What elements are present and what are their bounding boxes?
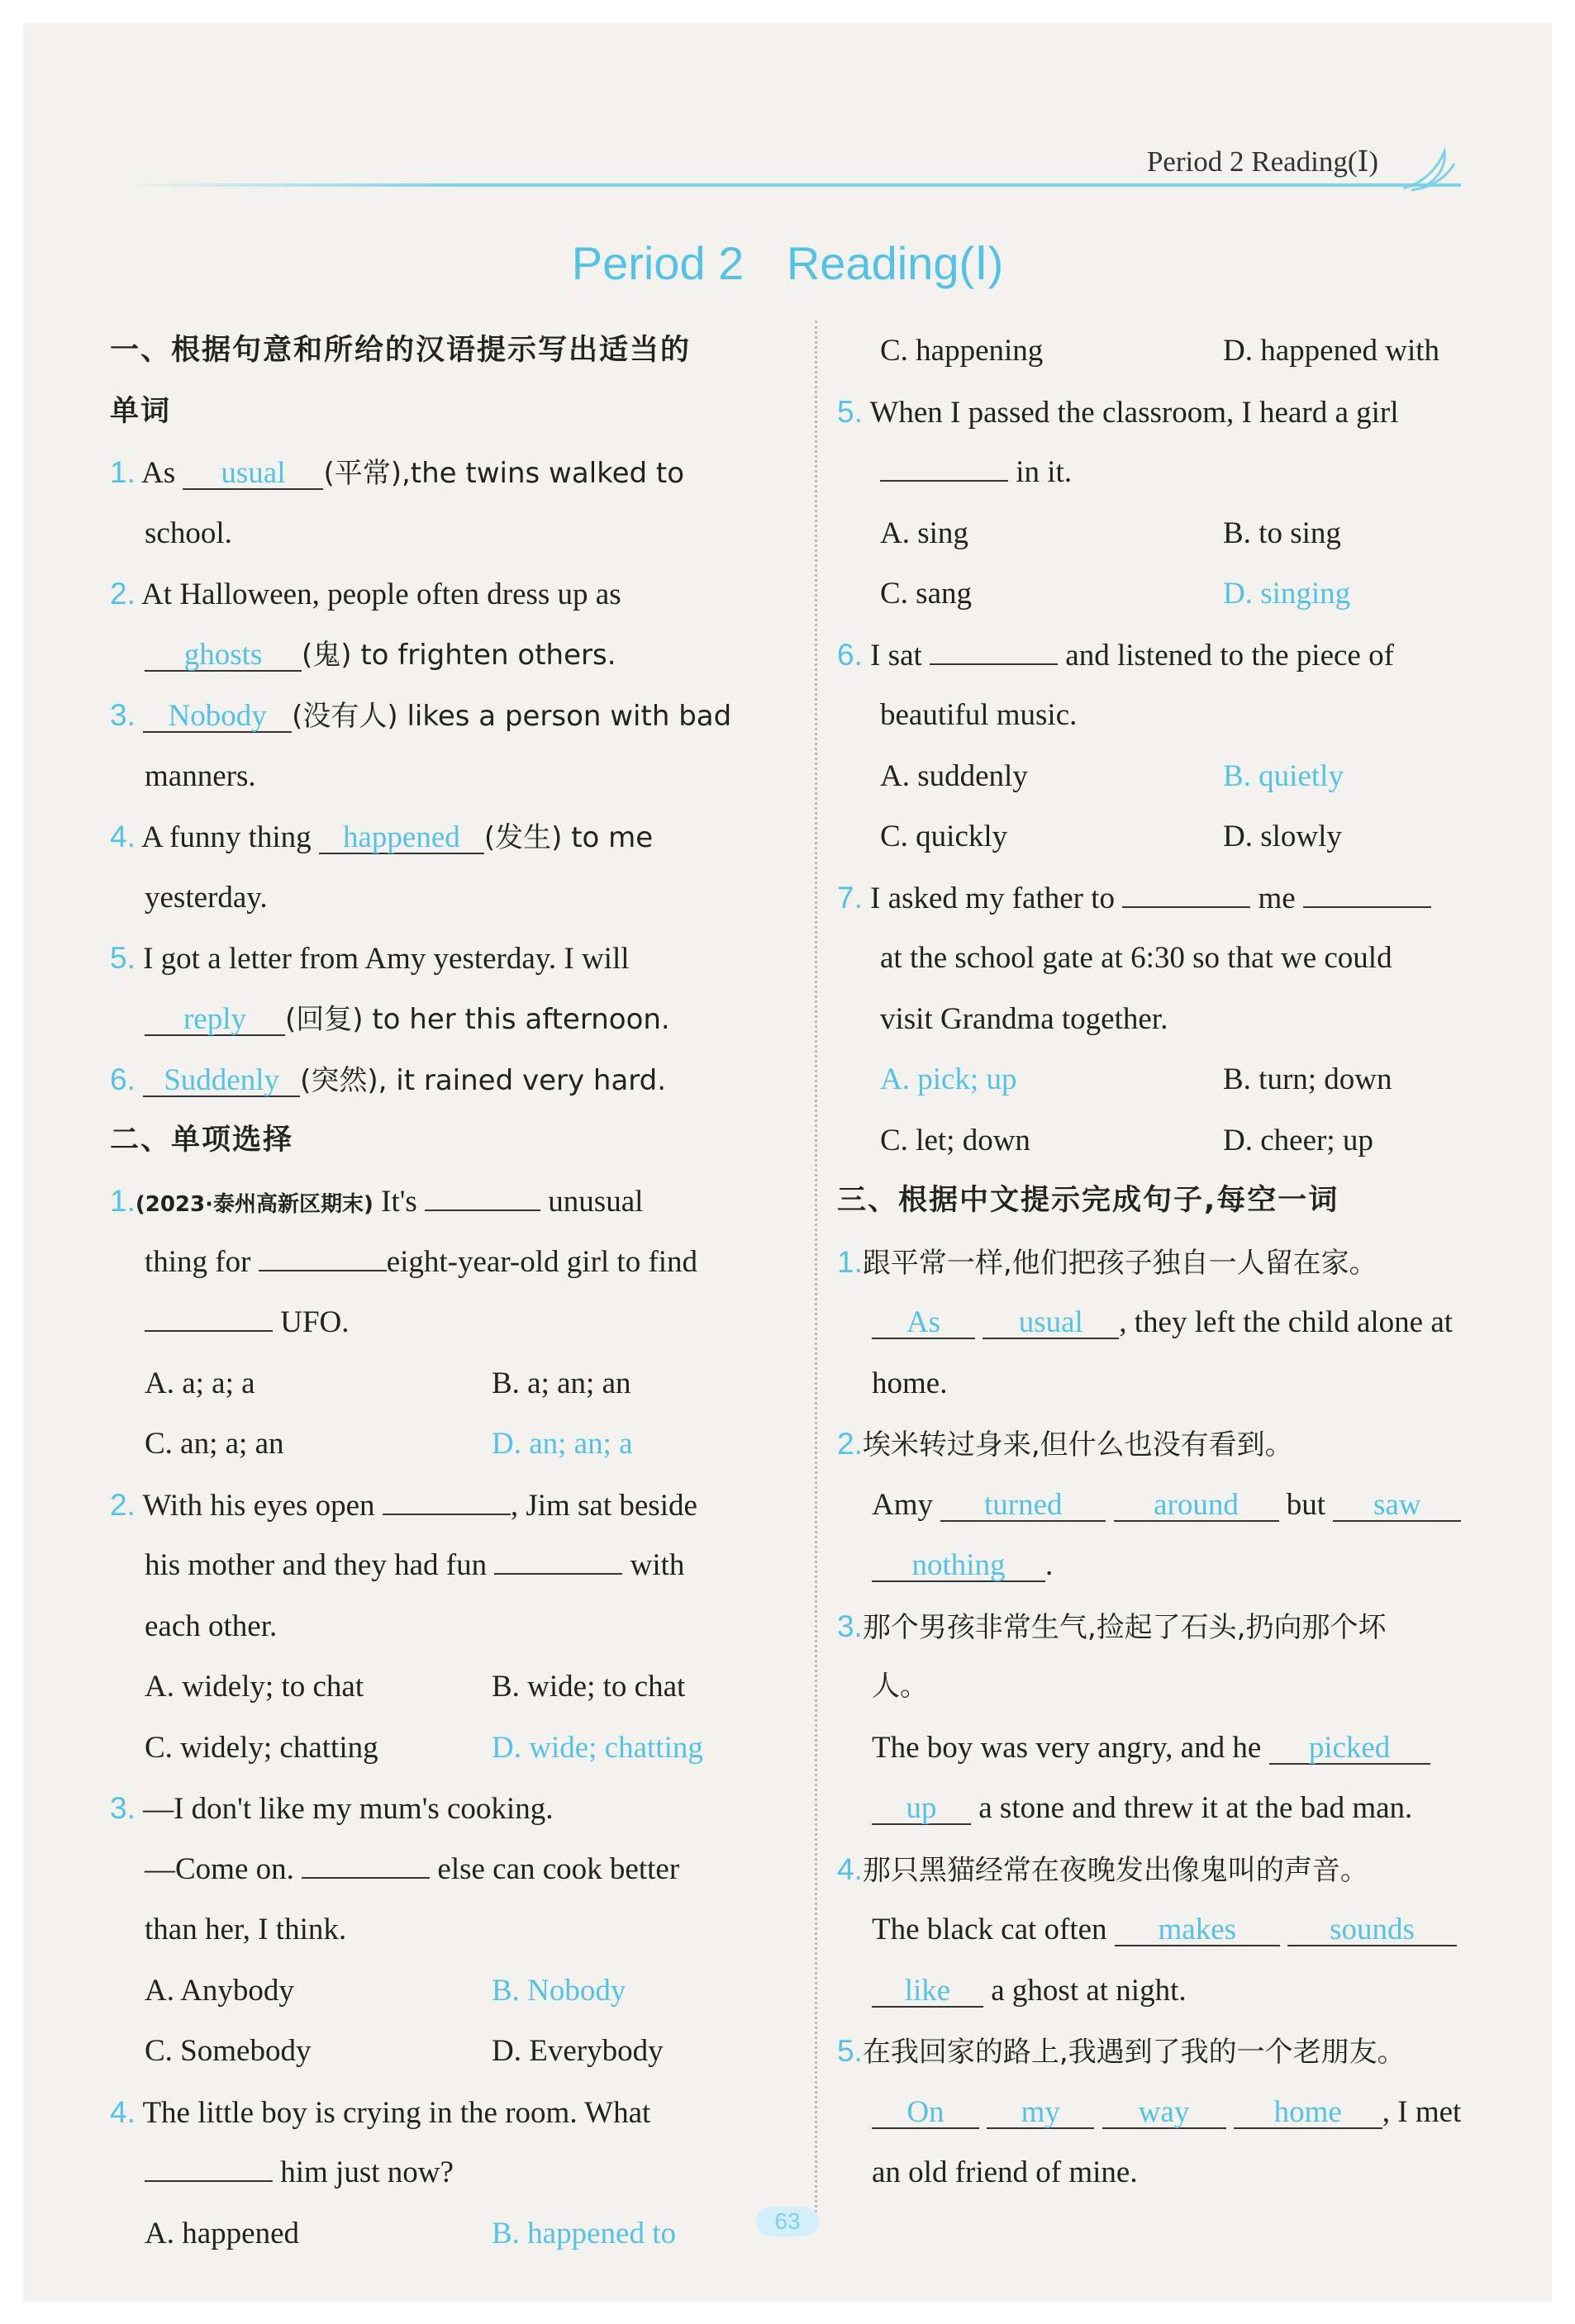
item-text: With his eyes open: [142, 1488, 375, 1523]
option-a-correct[interactable]: A. pick; up: [880, 1062, 1017, 1096]
answer-blank: picked: [1269, 1733, 1430, 1765]
running-header: Period 2 Reading(Ⅰ): [1146, 145, 1378, 178]
item-number: 1.: [110, 455, 136, 489]
s2-q1-options-ab: [110, 1353, 797, 1414]
answer-blank: sounds: [1287, 1915, 1457, 1946]
answer-blank: ghosts: [145, 640, 302, 672]
item-text: (没有人) likes a person with bad: [292, 700, 732, 733]
option-d-correct[interactable]: D. an; an; a: [492, 1427, 633, 1461]
item-text: him just now?: [280, 2155, 454, 2189]
item-text: It's: [381, 1185, 417, 1219]
option-b-correct[interactable]: B. Nobody: [492, 1973, 626, 2008]
option-c[interactable]: C. Somebody: [145, 2034, 312, 2068]
item-number: 5.: [837, 394, 863, 429]
item-text: I sat: [870, 638, 922, 672]
item-text: I got a letter from Amy yesterday. I will: [143, 942, 630, 976]
item-text-cont: manners.: [145, 758, 256, 793]
answer-blank: nothing: [872, 1551, 1045, 1582]
item-text-cont: beautiful music.: [880, 698, 1078, 732]
s2-q6: [837, 625, 1523, 686]
item-text: in it.: [1016, 455, 1073, 489]
option-c[interactable]: C. let; down: [880, 1123, 1030, 1157]
answer-blank: [1303, 906, 1431, 908]
s2-q2-options-ab: [110, 1656, 797, 1718]
s3-item-1: [837, 1232, 1523, 1293]
item-text-cont: than her, I think.: [145, 1913, 347, 1946]
s2-q7-options-ab: [837, 1049, 1523, 1110]
answer-blank: [145, 2180, 273, 2182]
item-text: a stone and threw it at the bad man.: [978, 1791, 1413, 1825]
answer-blank: Suddenly: [143, 1066, 300, 1097]
s2-q2: [110, 1475, 797, 1536]
answer-blank: [494, 1573, 622, 1575]
s2-q4: [110, 2082, 797, 2143]
source-tag: (2023·泰州高新区期末): [135, 1192, 374, 1217]
option-a[interactable]: A. suddenly: [880, 758, 1028, 793]
answer-blank: usual: [183, 459, 323, 490]
option-d[interactable]: D. slowly: [1223, 820, 1342, 853]
section1-heading-cont: 单词: [110, 394, 172, 428]
option-d[interactable]: D. happened with: [1223, 334, 1440, 368]
answer-blank: my: [987, 2098, 1094, 2129]
item-number: 4.: [110, 2094, 136, 2129]
item-text-cont: visit Grandma together.: [880, 1001, 1168, 1036]
s2-q2-cont: [110, 1535, 797, 1596]
option-d[interactable]: D. Everybody: [492, 2034, 664, 2068]
item-number: 4.: [837, 1851, 863, 1886]
item-number: 3.: [837, 1609, 863, 1643]
option-b[interactable]: B. wide; to chat: [492, 1670, 686, 1704]
option-c[interactable]: C. happening: [880, 334, 1044, 368]
s1-item-3: [110, 685, 797, 746]
answer-blank: happened: [319, 823, 484, 854]
s3-item-4-en: [837, 1899, 1523, 1960]
answer-blank: usual: [983, 1308, 1119, 1339]
chinese-prompt-cont: 人。: [872, 1670, 928, 1703]
item-text: me: [1258, 881, 1296, 915]
s3-item-5-en: [837, 2082, 1523, 2143]
answer-blank: Nobody: [143, 701, 292, 733]
item-number: 7.: [837, 880, 863, 915]
item-text: (回复) to her this afternoon.: [285, 1002, 670, 1036]
item-number: 5.: [837, 2034, 863, 2068]
answer-blank: up: [872, 1794, 971, 1825]
answer-blank: around: [1114, 1490, 1279, 1522]
item-text-cont: home.: [872, 1366, 948, 1400]
option-a[interactable]: A. Anybody: [145, 1973, 294, 2008]
s2-q5-cont: [837, 442, 1523, 503]
s1-item-6: [110, 1049, 797, 1110]
item-number: 6.: [110, 1062, 136, 1096]
s2-q3-options-ab: [110, 1960, 797, 2022]
answer-blank: [383, 1514, 511, 1515]
s1-item-4: [110, 806, 797, 867]
s3-item-4-en-cont: [837, 1960, 1523, 2022]
item-text: .: [1045, 1548, 1054, 1582]
option-c[interactable]: C. quickly: [880, 820, 1008, 853]
right-column: [837, 321, 1523, 2203]
option-b-correct[interactable]: B. quietly: [1223, 758, 1344, 793]
page-title: [23, 236, 1552, 291]
s2-q1-cont2: [110, 1292, 797, 1353]
page-number: 63: [756, 2207, 819, 2236]
chinese-prompt: 那只黑猫经常在夜晚发出像鬼叫的声音。: [862, 1853, 1368, 1887]
option-a[interactable]: A. happened: [145, 2216, 299, 2250]
left-column: [110, 321, 797, 2264]
item-text: I asked my father to: [870, 881, 1116, 915]
s2-q5-options-ab: [837, 503, 1523, 564]
item-number: 2.: [110, 577, 136, 611]
option-c[interactable]: C. an; a; an: [145, 1427, 284, 1461]
s1-item-5-cont: [110, 989, 797, 1050]
item-text: —I don't like my mum's cooking.: [143, 1792, 554, 1826]
s2-q3-options-cd: [110, 2021, 797, 2082]
option-d[interactable]: D. cheer; up: [1223, 1123, 1373, 1157]
s2-q2-options-cd: [110, 1718, 797, 1779]
item-text: —Come on.: [145, 1851, 294, 1886]
option-b[interactable]: B. a; an; an: [492, 1366, 631, 1400]
item-text: Amy: [872, 1487, 933, 1522]
item-text: At Halloween, people often dress up as: [141, 577, 621, 611]
s3-item-3-en: [837, 1718, 1523, 1779]
section3-heading: 三、根据中文提示完成句子,每空一词: [837, 1184, 1339, 1217]
option-d-correct[interactable]: D. singing: [1223, 577, 1351, 611]
item-number: 1.: [110, 1184, 136, 1218]
answer-blank: [425, 1210, 540, 1211]
s3-item-4: [837, 1839, 1523, 1900]
s1-item-2-cont: [110, 625, 797, 686]
s2-q5: [837, 382, 1523, 443]
item-text-cont: at the school gate at 6:30 so that we could: [880, 941, 1392, 975]
item-text-cont: each other.: [145, 1609, 278, 1643]
answer-blank: [930, 663, 1058, 665]
item-text: , they left the child alone at: [1119, 1305, 1454, 1339]
answer-blank: [302, 1877, 430, 1879]
option-b-correct[interactable]: B. happened to: [492, 2216, 676, 2250]
s3-item-3-en-cont: [837, 1778, 1523, 1839]
item-text: else can cook better: [437, 1851, 680, 1886]
item-text: UFO.: [280, 1305, 350, 1339]
header-rule: [122, 183, 1461, 187]
item-text: a ghost at night.: [991, 1973, 1187, 2008]
chinese-prompt: 那个男孩非常生气,捡起了石头,扔向那个坏: [862, 1610, 1387, 1644]
item-text: eight-year-old girl to find: [386, 1244, 698, 1279]
answer-blank: reply: [145, 1005, 285, 1036]
s3-item-2: [837, 1414, 1523, 1475]
answer-blank: home: [1234, 2098, 1382, 2129]
section2-heading: 二、单项选择: [110, 1123, 294, 1157]
item-number: 1.: [837, 1244, 863, 1279]
s2-q6-options-ab: [837, 746, 1523, 807]
s2-q4-options-ab: [110, 2203, 797, 2265]
item-text-cont: yesterday.: [145, 880, 268, 915]
item-number: 5.: [110, 941, 136, 975]
s3-item-3: [837, 1596, 1523, 1657]
title-reading: Reading(Ⅰ): [786, 237, 1004, 289]
s3-item-1-en: [837, 1292, 1523, 1353]
s1-item-2: [110, 563, 797, 625]
s2-q6-options-cd: [837, 806, 1523, 867]
s2-q1: [110, 1171, 797, 1232]
s3-item-2-en-cont: [837, 1535, 1523, 1596]
s2-q1-options-cd: [110, 1414, 797, 1475]
item-text: unusual: [548, 1185, 644, 1219]
answer-blank: On: [872, 2098, 979, 2129]
column-divider: [815, 321, 817, 2212]
option-a[interactable]: A. sing: [880, 516, 968, 550]
item-text-cont: school.: [145, 516, 232, 550]
item-number: 2.: [837, 1427, 863, 1461]
s2-q4-options-cd: [837, 321, 1523, 382]
title-period: Period 2: [571, 237, 745, 289]
item-text: his mother and they had fun: [145, 1548, 488, 1582]
page: [23, 23, 1552, 2302]
answer-blank: like: [872, 1976, 983, 2008]
option-a[interactable]: A. a; a; a: [145, 1366, 255, 1400]
option-a[interactable]: A. widely; to chat: [145, 1670, 364, 1704]
item-text: (突然), it rained very hard.: [300, 1064, 667, 1097]
option-c[interactable]: C. widely; chatting: [145, 1730, 378, 1765]
item-text: The little boy is crying in the room. What: [142, 2095, 651, 2130]
item-number: 3.: [110, 698, 136, 732]
item-number: 3.: [110, 1791, 136, 1825]
s1-item-1: [110, 442, 797, 503]
item-number: 6.: [837, 637, 863, 672]
chinese-prompt: 埃米转过身来,但什么也没有看到。: [862, 1428, 1293, 1461]
item-text: , I met: [1382, 2094, 1462, 2129]
section1-heading: 一、根据句意和所给的汉语提示写出适当的: [110, 334, 692, 367]
s2-q1-cont: [110, 1232, 797, 1293]
item-text: but: [1286, 1487, 1326, 1522]
answer-blank: turned: [940, 1490, 1106, 1522]
s3-item-2-en: [837, 1475, 1523, 1536]
item-text: with: [630, 1548, 685, 1582]
s3-item-5: [837, 2021, 1523, 2082]
chinese-prompt: 跟平常一样,他们把孩子独自一人留在家。: [862, 1246, 1378, 1280]
answer-blank: [880, 480, 1008, 482]
answer-blank: [1122, 906, 1250, 908]
item-text: thing for: [145, 1244, 251, 1279]
item-text: The boy was very angry, and he: [872, 1730, 1262, 1765]
swirl-ornament-icon: [1395, 139, 1461, 197]
chinese-prompt: 在我回家的路上,我遇到了我的一个老朋友。: [862, 2036, 1406, 2069]
option-d-correct[interactable]: D. wide; chatting: [492, 1730, 703, 1765]
item-text-cont: an old friend of mine.: [872, 2155, 1138, 2189]
s2-q7-options-cd: [837, 1110, 1523, 1172]
item-text: (鬼) to frighten others.: [302, 638, 616, 672]
item-text: When I passed the classroom, I heard a girl: [869, 395, 1399, 430]
item-text: , Jim sat beside: [510, 1488, 697, 1523]
item-text: and listened to the piece of: [1065, 638, 1394, 672]
item-text: As: [141, 456, 183, 490]
option-b[interactable]: B. turn; down: [1223, 1062, 1392, 1096]
answer-blank: makes: [1115, 1915, 1280, 1946]
s1-item-5: [110, 928, 797, 989]
item-text: The black cat often: [872, 1913, 1107, 1946]
answer-blank: way: [1102, 2098, 1226, 2129]
s2-q3-cont: [110, 1839, 797, 1900]
item-text: A funny thing: [141, 820, 319, 854]
item-number: 4.: [110, 820, 136, 853]
item-text: (平常),the twins walked to: [323, 457, 685, 490]
answer-blank: [145, 1330, 273, 1332]
s2-q7: [837, 867, 1523, 929]
answer-blank: saw: [1333, 1490, 1461, 1522]
s2-q3: [110, 1778, 797, 1839]
item-text: (发生) to me: [483, 821, 654, 854]
s2-q5-options-cd: [837, 563, 1523, 625]
option-c[interactable]: C. sang: [880, 577, 972, 611]
answer-blank: [259, 1270, 387, 1271]
item-number: 2.: [110, 1487, 136, 1522]
option-b[interactable]: B. to sing: [1223, 516, 1341, 550]
s2-q4-cont: [110, 2142, 797, 2203]
answer-blank: As: [872, 1308, 975, 1339]
